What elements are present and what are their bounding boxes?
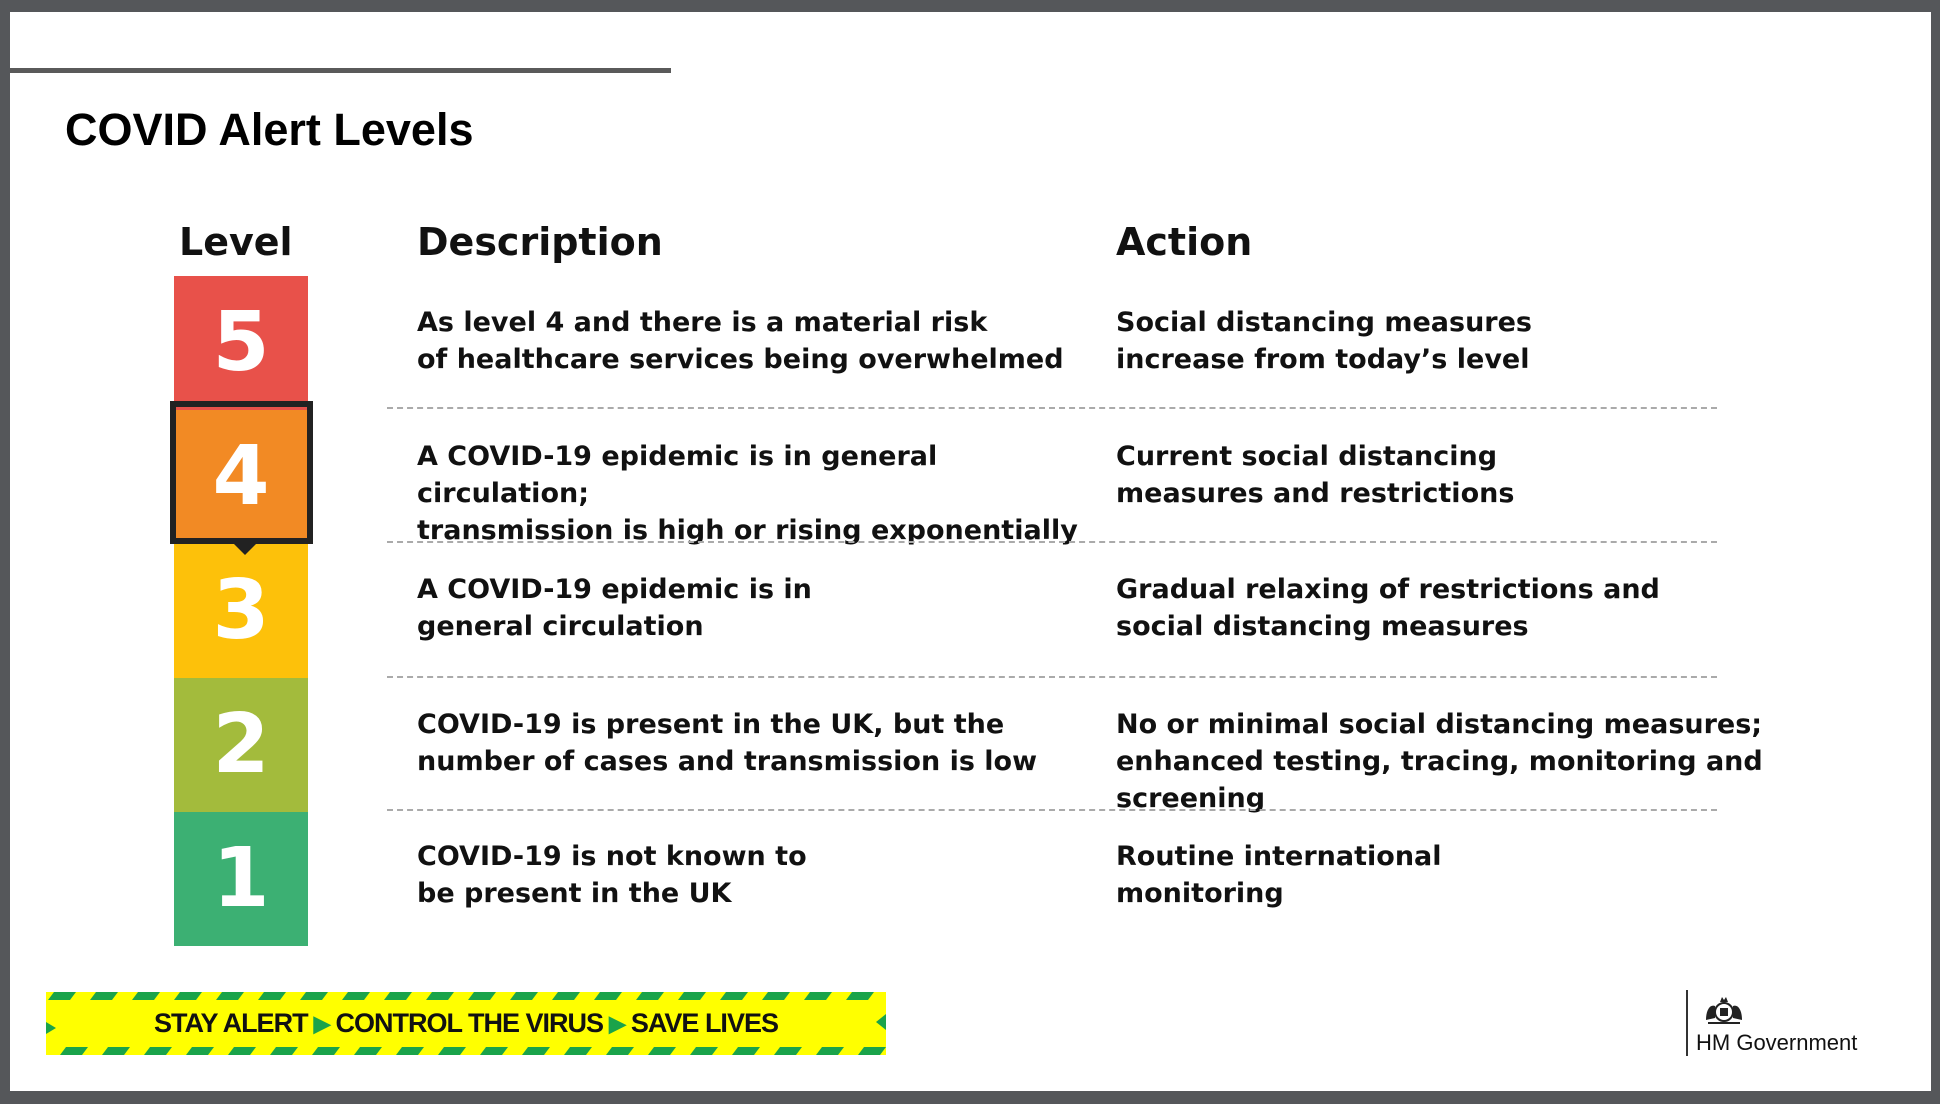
banner-arrow-icon: ▶ — [313, 1010, 330, 1036]
stay-alert-banner — [46, 992, 886, 1055]
row-divider — [387, 541, 1717, 543]
level-3-description: A COVID-19 epidemic is in general circulation — [417, 574, 812, 642]
level-4-description: A COVID-19 epidemic is in general circulation; transmission is high or rising exponentially — [417, 441, 1078, 546]
row-divider — [387, 676, 1717, 678]
banner-save-lives: SAVE LIVES — [630, 1008, 778, 1038]
level-3-box — [174, 544, 308, 678]
page-title: COVID Alert Levels — [65, 104, 474, 155]
banner-stay-alert: STAY ALERT — [154, 1008, 308, 1038]
level-5-box — [174, 276, 308, 410]
level-2-description: COVID-19 is present in the UK, but the number of cases and transmission is low — [417, 709, 1038, 777]
level-1-box — [174, 812, 308, 946]
banner-arrow-icon: ▶ — [609, 1010, 625, 1036]
banner-control-virus: CONTROL THE VIRUS — [335, 1008, 603, 1038]
current-level-indicator — [170, 401, 313, 544]
row-divider — [387, 809, 1717, 811]
header-level: Level — [179, 220, 293, 264]
level-2-number: 2 — [212, 697, 270, 792]
hm-government-logo — [1686, 990, 1876, 1060]
level-5-action: Social distancing measures increase from today’s level — [1116, 307, 1532, 375]
header-description: Description — [417, 220, 663, 264]
banner-slogan — [46, 992, 886, 1055]
level-1-action: Routine international monitoring — [1116, 841, 1442, 909]
level-5-number: 5 — [212, 295, 270, 390]
slide — [10, 12, 1931, 1091]
current-level-pointer-icon — [232, 542, 258, 555]
royal-crest-icon — [1700, 992, 1748, 1026]
header-action: Action — [1116, 220, 1253, 264]
level-2-action: No or minimal social distancing measures; enhanced testing, tracing, monitoring and screening — [1116, 709, 1763, 814]
level-4-number: 4 — [212, 429, 270, 524]
level-1-number: 1 — [212, 831, 270, 926]
logo-divider — [1686, 990, 1688, 1056]
org-name: HM Government — [1696, 1030, 1858, 1055]
row-divider — [387, 407, 1717, 409]
level-3-number: 3 — [212, 563, 270, 658]
level-2-box — [174, 678, 308, 812]
level-3-action: Gradual relaxing of restrictions and social distancing measures — [1116, 574, 1660, 642]
level-1-description: COVID-19 is not known to be present in the UK — [417, 841, 807, 909]
level-4-action: Current social distancing measures and restrictions — [1116, 441, 1515, 509]
level-5-description: As level 4 and there is a material risk of healthcare services being overwhelmed — [417, 307, 1064, 375]
top-rule — [10, 68, 671, 73]
